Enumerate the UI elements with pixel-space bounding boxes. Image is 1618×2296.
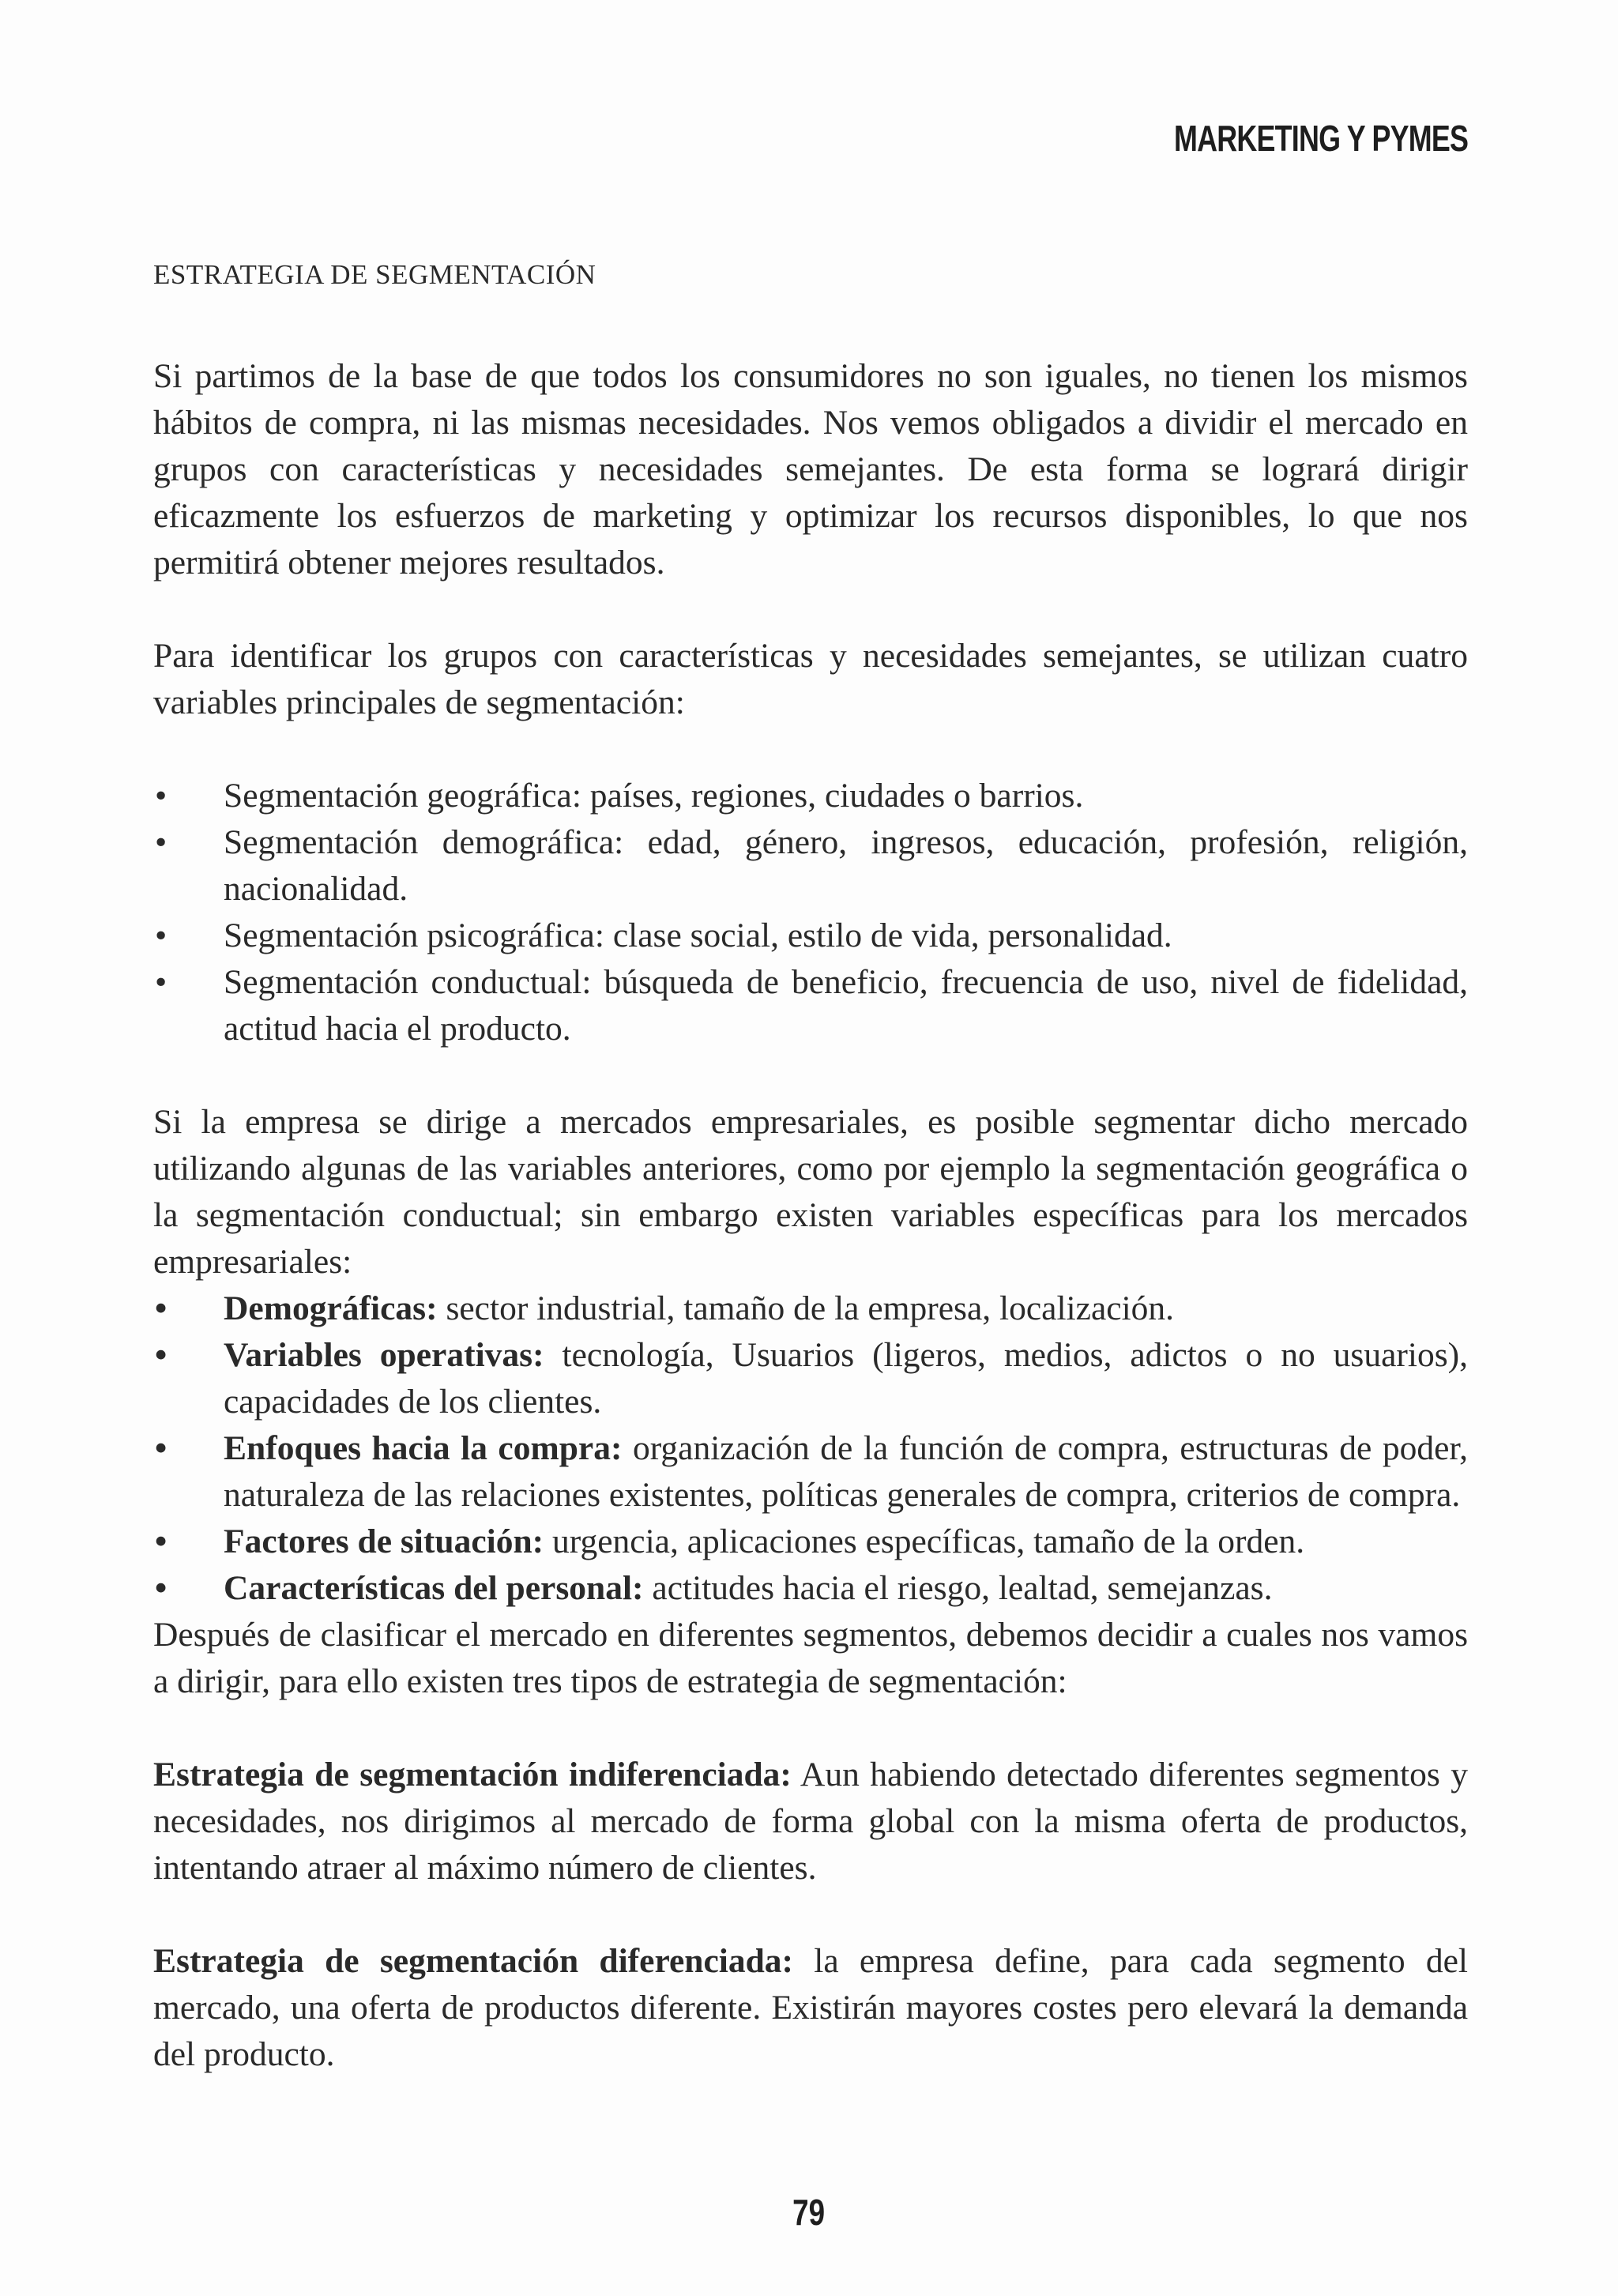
- list-item: [153, 913, 1468, 959]
- list-item-text: Segmentación conductual: búsqueda de beneficio, frecuencia de uso, nivel de fidelidad, actitud hacia el producto.: [224, 963, 1468, 1048]
- page-number: [0, 2191, 1618, 2234]
- bullet: •: [155, 777, 167, 815]
- list-item-term: Demográficas:: [224, 1289, 438, 1327]
- paragraph-variables-intro: Para identificar los grupos con características y necesidades semejantes, se utilizan cuatro variables principales de segmentación:: [153, 637, 1468, 721]
- list-item-term: Factores de situación:: [224, 1523, 544, 1560]
- list-item-term: Enfoques hacia la compra:: [224, 1429, 623, 1467]
- list-item: [153, 1519, 1468, 1565]
- page-body: [153, 251, 1468, 2078]
- bullet: •: [155, 963, 167, 1001]
- bullet: •: [155, 917, 167, 954]
- list-item-text: Segmentación demográfica: edad, género, ingresos, educación, profesión, religión, nacionalidad.: [224, 823, 1468, 908]
- bullet: •: [155, 1289, 167, 1327]
- list-item: [153, 959, 1468, 1052]
- bullet: •: [155, 1336, 167, 1374]
- business-variables-list: [153, 1285, 1468, 1612]
- list-item-text: Segmentación geográfica: países, regiones, ciudades o barrios.: [224, 777, 1084, 815]
- list-item-term: Características del personal:: [224, 1569, 644, 1607]
- paragraph-intro: Si partimos de la base de que todos los consumidores no son iguales, no tienen los mismos hábitos de compra, ni las mismas necesidades. Nos vemos obligados a dividir el mercado en grupos con características y necesidades semejantes. De esta forma se logrará dirigir eficazmente los esfuerzos de marketing y optimizar los recursos disponibles, lo que nos permitirá obtener mejores resultados.: [153, 357, 1468, 582]
- section-title: ESTRATEGIA DE SEGMENTACIÓN: [153, 259, 596, 290]
- bullet: •: [155, 823, 167, 861]
- list-item-text: Segmentación psicográfica: clase social, estilo de vida, personalidad.: [224, 917, 1172, 954]
- paragraph-business-markets: Si la empresa se dirige a mercados empresariales, es posible segmentar dicho mercado utilizando algunas de las variables anteriores, como por ejemplo la segmentación geográfica o la segmentación conductual; sin embargo existen variables específicas para los mercados empresariales:: [153, 1103, 1468, 1281]
- list-item-term: Variables operativas:: [224, 1336, 544, 1374]
- list-item: [153, 819, 1468, 913]
- running-header-title: MARKETING Y PYMES: [1173, 118, 1468, 159]
- list-item: [153, 1285, 1468, 1332]
- page-number-text: 79: [792, 2192, 826, 2233]
- paragraph-strategy-intro: Después de clasificar el mercado en diferentes segmentos, debemos decidir a cuales nos vamos a dirigir, para ello existen tres tipos de estrategia de segmentación:: [153, 1616, 1468, 1700]
- list-item: [153, 1332, 1468, 1425]
- list-item-text: organización de la función de compra, estructuras de poder, naturaleza de las relaciones existentes, políticas generales de compra, criterios de compra.: [224, 1429, 1468, 1514]
- strategy-text: Aun habiendo detectado diferentes segmentos y necesidades, nos dirigimos al mercado de forma global con la misma oferta de productos, intentando atraer al máximo número de clientes.: [153, 1756, 1468, 1887]
- list-item-text: tecnología, Usuarios (ligeros, medios, adictos o no usuarios), capacidades de los clientes.: [224, 1336, 1468, 1421]
- list-item-text: urgencia, aplicaciones específicas, tamaño de la orden.: [544, 1523, 1305, 1560]
- strategy-term: Estrategia de segmentación diferenciada:: [153, 1942, 794, 1980]
- strategy-text: la empresa define, para cada segmento del mercado, una oferta de productos diferente. Existirán mayores costes pero elevará la demanda del producto.: [153, 1942, 1468, 2073]
- bullet: •: [155, 1569, 167, 1607]
- bullet: •: [155, 1429, 167, 1467]
- list-item: [153, 1565, 1468, 1612]
- strategy-differentiated: [153, 1938, 1468, 2078]
- list-item: [153, 773, 1468, 819]
- list-item-text: actitudes hacia el riesgo, lealtad, semejanzas.: [643, 1569, 1273, 1607]
- bullet: •: [155, 1523, 167, 1560]
- strategy-undifferentiated: [153, 1752, 1468, 1891]
- strategy-term: Estrategia de segmentación indiferenciada:: [153, 1756, 792, 1794]
- list-item: [153, 1425, 1468, 1519]
- consumer-variables-list: [153, 773, 1468, 1052]
- list-item-text: sector industrial, tamaño de la empresa, localización.: [437, 1289, 1175, 1327]
